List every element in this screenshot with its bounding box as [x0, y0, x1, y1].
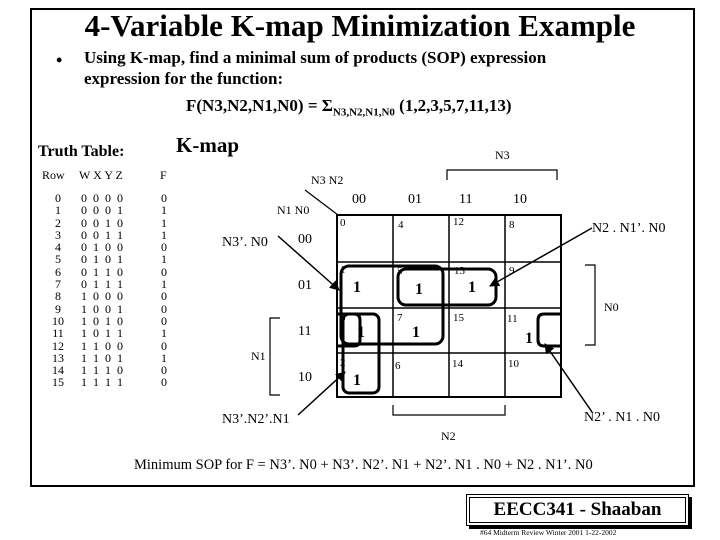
- truth-table-row-index: 7: [55, 277, 61, 292]
- n3-bracket: [447, 170, 557, 180]
- truth-table-z-bit: 0: [117, 264, 123, 279]
- truth-table-row-index: 13: [52, 350, 64, 365]
- truth-table-y-bit: 0: [105, 252, 111, 267]
- term-n2-n1p-n0: N2 . N1’. N0: [592, 221, 666, 236]
- cell-index: 12: [453, 216, 464, 228]
- truth-table-y-bit: 1: [105, 277, 111, 292]
- truth-table-f-value: 0: [161, 338, 167, 353]
- truth-table-f-value: 0: [161, 375, 167, 390]
- cell-value: 1: [415, 281, 423, 298]
- cell-value: 1: [357, 324, 365, 341]
- n2-bracket: [393, 405, 505, 415]
- truth-table-w-bit: 0: [81, 203, 87, 218]
- truth-table-row-index: 3: [55, 227, 61, 242]
- kmap-col-header-01: 01: [408, 192, 422, 207]
- truth-table-x-bit: 0: [93, 227, 99, 242]
- cell-index: 10: [508, 358, 519, 370]
- truth-table-y-bit: 0: [105, 203, 111, 218]
- cell-index: 15: [453, 312, 464, 324]
- truth-table-y-bit: 1: [105, 326, 111, 341]
- truth-table-z-bit: 1: [117, 252, 123, 267]
- function-minterms: (1,2,3,5,7,11,13): [394, 96, 512, 115]
- truth-table-f-value: 1: [161, 277, 167, 292]
- truth-table-x-bit: 1: [93, 264, 99, 279]
- truth-table-f-value: 0: [161, 191, 167, 205]
- cell-index: 11: [507, 313, 518, 325]
- truth-table-x-bit: 0: [93, 313, 99, 328]
- truth-table-row-index: 4: [55, 240, 61, 255]
- n0-bracket: [585, 265, 595, 345]
- truth-table-x-bit: 0: [93, 326, 99, 341]
- course-badge: [466, 494, 689, 526]
- truth-table-z-bit: 0: [117, 289, 123, 304]
- kmap-n3-label: N3: [495, 148, 510, 162]
- truth-table-w-bit: 0: [81, 240, 87, 255]
- truth-table-header-f: F: [160, 168, 167, 182]
- minimum-sop: Minimum SOP for F = N3’. N0 + N3’. N2’. N1 + N2’. N1 . N0 + N2 . N1’. N0: [134, 457, 593, 473]
- truth-table-z-bit: 0: [117, 191, 123, 205]
- cell-index: 1: [340, 264, 346, 276]
- corner-diagonal: [305, 190, 338, 215]
- truth-table-x-bit: 1: [93, 350, 99, 365]
- truth-table-y-bit: 0: [105, 301, 111, 316]
- truth-table-z-bit: 1: [117, 277, 123, 292]
- truth-table-row-index: 5: [55, 252, 61, 267]
- truth-table-w-bit: 1: [81, 326, 87, 341]
- truth-table-y-bit: 1: [105, 375, 111, 390]
- truth-table-row-index: 15: [52, 375, 64, 390]
- truth-table-row-index: 10: [52, 313, 64, 328]
- truth-table-w-bit: 1: [81, 313, 87, 328]
- kmap-n3n2-label: N3 N2: [311, 173, 344, 187]
- kmap-n1-label: N1: [251, 349, 266, 363]
- kmap-col-header-00: 00: [352, 192, 366, 207]
- truth-table-row-index: 11: [52, 326, 64, 341]
- cell-index: 3: [340, 312, 346, 324]
- truth-table-z-bit: 1: [117, 375, 123, 390]
- truth-table-x-bit: 1: [93, 240, 99, 255]
- truth-table-w-bit: 1: [81, 289, 87, 304]
- group-n2p-n1-n0-right: [538, 314, 561, 346]
- truth-table-z-bit: 1: [117, 326, 123, 341]
- truth-table-w-bit: 0: [81, 277, 87, 292]
- truth-table-x-bit: 0: [93, 301, 99, 316]
- truth-table-f-value: 1: [161, 350, 167, 365]
- truth-table-z-bit: 1: [117, 350, 123, 365]
- truth-table-row-index: 0: [55, 191, 61, 205]
- truth-table-y-bit: 0: [105, 191, 111, 205]
- truth-table-w-bit: 0: [81, 227, 87, 242]
- truth-table-header-row: Row: [42, 168, 65, 182]
- truth-table-f-value: 0: [161, 301, 167, 316]
- truth-table-w-bit: 1: [81, 338, 87, 353]
- cell-index: 7: [397, 312, 403, 324]
- truth-table-f-value: 1: [161, 227, 167, 242]
- truth-table-y-bit: 1: [105, 313, 111, 328]
- truth-table-row-index: 1: [55, 203, 61, 218]
- truth-table-w-bit: 1: [81, 301, 87, 316]
- truth-table-row-index: 12: [52, 338, 64, 353]
- truth-table-y-bit: 1: [105, 363, 111, 378]
- truth-table-x-bit: 1: [93, 338, 99, 353]
- cell-value: 1: [353, 372, 361, 389]
- truth-table-z-bit: 1: [117, 203, 123, 218]
- course-badge-label: EECC341 - Shaaban: [469, 497, 686, 523]
- truth-table-f-value: 0: [161, 363, 167, 378]
- truth-table-f-value: 1: [161, 215, 167, 230]
- cell-index: 14: [452, 358, 463, 370]
- kmap-row-header-01: 01: [298, 278, 312, 293]
- bullet-text: Using K-map, find a minimal sum of products (SOP) expression expression for the function:: [84, 48, 547, 88]
- cell-index: 9: [509, 265, 515, 277]
- kmap-n0-label: N0: [604, 300, 619, 314]
- truth-table-x-bit: 0: [93, 289, 99, 304]
- kmap-row-header-00: 00: [298, 232, 312, 247]
- truth-table-y-bit: 0: [105, 289, 111, 304]
- kmap-n1n0-label: N1 N0: [277, 203, 310, 217]
- arrow-n2p-n1-n0: [545, 344, 592, 412]
- kmap-row-header-11: 11: [298, 324, 312, 339]
- kmap-col-header-11: 11: [459, 192, 473, 207]
- kmap-title: K-map: [176, 133, 239, 157]
- truth-table-row-index: 2: [55, 215, 61, 230]
- truth-table-row-index: 8: [55, 289, 61, 304]
- truth-table-w-bit: 0: [81, 191, 87, 205]
- footer-line: #64 Midterm Review Winter 2001 1-22-2002: [480, 528, 617, 537]
- term-n3p-n2p-n1: N3’.N2’.N1: [222, 412, 290, 427]
- truth-table-x-bit: 1: [93, 252, 99, 267]
- truth-table-f-value: 0: [161, 289, 167, 304]
- cell-index: 4: [398, 219, 404, 231]
- kmap-n2-label: N2: [441, 429, 456, 443]
- truth-table-f-value: 1: [161, 326, 167, 341]
- truth-table-y-bit: 1: [105, 227, 111, 242]
- cell-index: 6: [395, 360, 401, 372]
- kmap-row-header-10: 10: [298, 370, 312, 385]
- truth-table-y-bit: 0: [105, 240, 111, 255]
- function-prefix: F(N3,N2,N1,N0) = Σ: [186, 96, 333, 115]
- cell-value: 1: [412, 324, 420, 341]
- truth-table-row-index: 14: [52, 363, 64, 378]
- truth-table-w-bit: 1: [81, 375, 87, 390]
- truth-table-y-bit: 0: [105, 338, 111, 353]
- truth-table-x-bit: 1: [93, 277, 99, 292]
- truth-table-f-value: 0: [161, 264, 167, 279]
- truth-table-w-bit: 1: [81, 363, 87, 378]
- truth-table-w-bit: 0: [81, 215, 87, 230]
- truth-table-z-bit: 0: [117, 215, 123, 230]
- truth-table-f-value: 0: [161, 240, 167, 255]
- truth-table-z-bit: 1: [117, 227, 123, 242]
- bullet-marker: •: [56, 50, 63, 70]
- truth-table-header-wxyz: W X Y Z: [79, 168, 123, 182]
- cell-value: 1: [353, 279, 361, 296]
- slide-title: 4-Variable K-map Minimization Example: [84, 8, 636, 43]
- group-n2-n1p-n0: [398, 269, 496, 305]
- truth-table-row-index: 6: [55, 264, 61, 279]
- truth-table-z-bit: 1: [117, 301, 123, 316]
- truth-table-y-bit: 1: [105, 215, 111, 230]
- cell-index: 2: [340, 357, 346, 369]
- term-n2p-n1-n0: N2’ . N1 . N0: [584, 410, 660, 425]
- truth-table-z-bit: 0: [117, 240, 123, 255]
- truth-table-y-bit: 0: [105, 350, 111, 365]
- cell-index: 5: [397, 265, 403, 277]
- truth-table-w-bit: 0: [81, 264, 87, 279]
- truth-table-x-bit: 0: [93, 191, 99, 205]
- cell-index: 8: [509, 219, 515, 231]
- cell-index: 13: [454, 265, 465, 277]
- function-subscript: N3,N2,N1,N0: [332, 106, 395, 119]
- term-n3p-n0: N3’. N0: [222, 235, 268, 250]
- truth-table-x-bit: 0: [93, 203, 99, 218]
- truth-table-y-bit: 1: [105, 264, 111, 279]
- truth-table-w-bit: 1: [81, 350, 87, 365]
- cell-value: 1: [468, 279, 476, 296]
- truth-table-x-bit: 0: [93, 215, 99, 230]
- truth-table-z-bit: 0: [117, 313, 123, 328]
- truth-table-x-bit: 1: [93, 363, 99, 378]
- truth-table-row-index: 9: [55, 301, 61, 316]
- truth-table-f-value: 1: [161, 203, 167, 218]
- truth-table-title: Truth Table:: [38, 143, 125, 160]
- truth-table-x-bit: 1: [93, 375, 99, 390]
- truth-table-f-value: 1: [161, 252, 167, 267]
- truth-table-z-bit: 0: [117, 338, 123, 353]
- truth-table-f-value: 0: [161, 313, 167, 328]
- kmap-col-header-10: 10: [513, 192, 527, 207]
- truth-table-z-bit: 0: [117, 363, 123, 378]
- n1-bracket: [270, 318, 280, 395]
- cell-index: 0: [340, 217, 346, 229]
- truth-table-w-bit: 0: [81, 252, 87, 267]
- cell-value: 1: [525, 330, 533, 347]
